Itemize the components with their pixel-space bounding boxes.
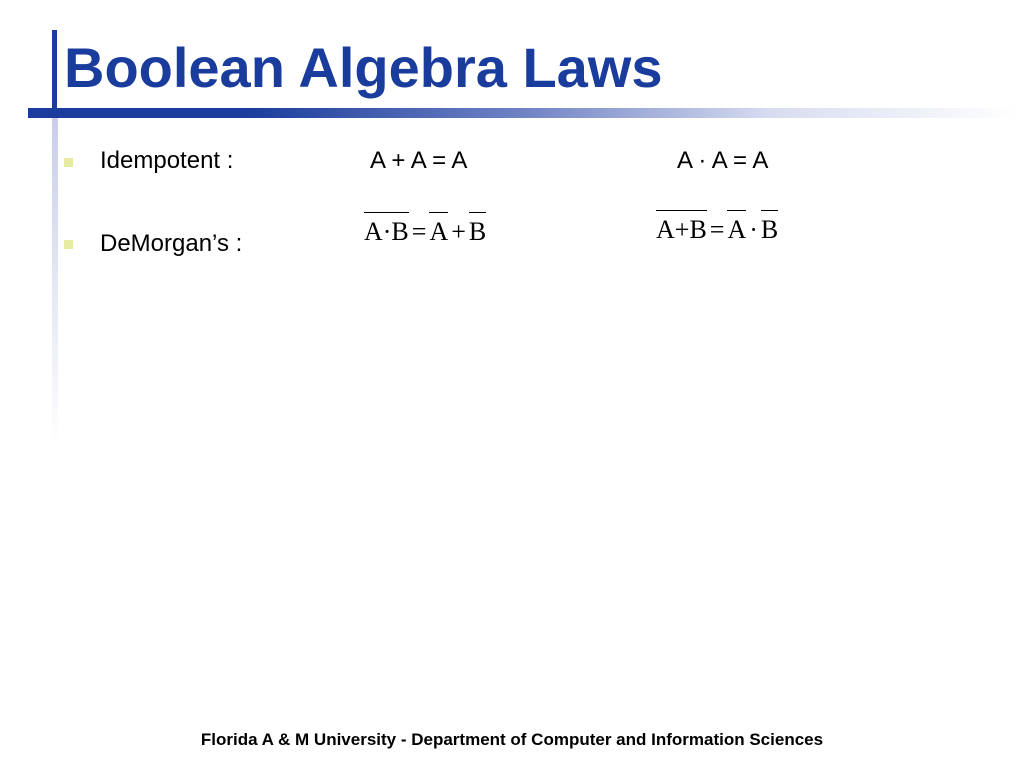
demorgan-and-equals: = [411,217,427,246]
accent-vertical-fade [52,108,58,448]
demorgan-or-equals: = [709,215,725,244]
demorgan-or-rhs-op: · [749,215,758,244]
law-label-idempotent: Idempotent : [100,147,234,174]
demorgan-and-rhs-a: A [429,212,448,245]
demorgan-or-lhs: A+B [656,210,707,243]
demorgan-or-rhs-b: B [761,210,778,243]
demorgan-and-lhs: A·B [364,212,409,245]
law-label-demorgan: DeMorgan’s : [100,230,243,257]
demorgan-or-expression [656,210,778,243]
demorgan-and-expression [364,212,486,245]
accent-horizontal-bar [28,108,1018,118]
slide-footer: Florida A & M University - Department of Computer and Information Sciences [200,730,824,749]
demorgan-or-rhs-a: A [727,210,746,243]
idempotent-or-expression: A + A = A [370,147,468,174]
bullet-icon [64,240,73,249]
demorgan-and-rhs-b: B [469,212,486,245]
demorgan-and-rhs-op: + [451,217,466,246]
slide-title: Boolean Algebra Laws [64,36,663,99]
bullet-icon [64,158,73,167]
idempotent-and-expression: A · A = A [677,147,769,174]
accent-vertical-bar [52,30,57,108]
